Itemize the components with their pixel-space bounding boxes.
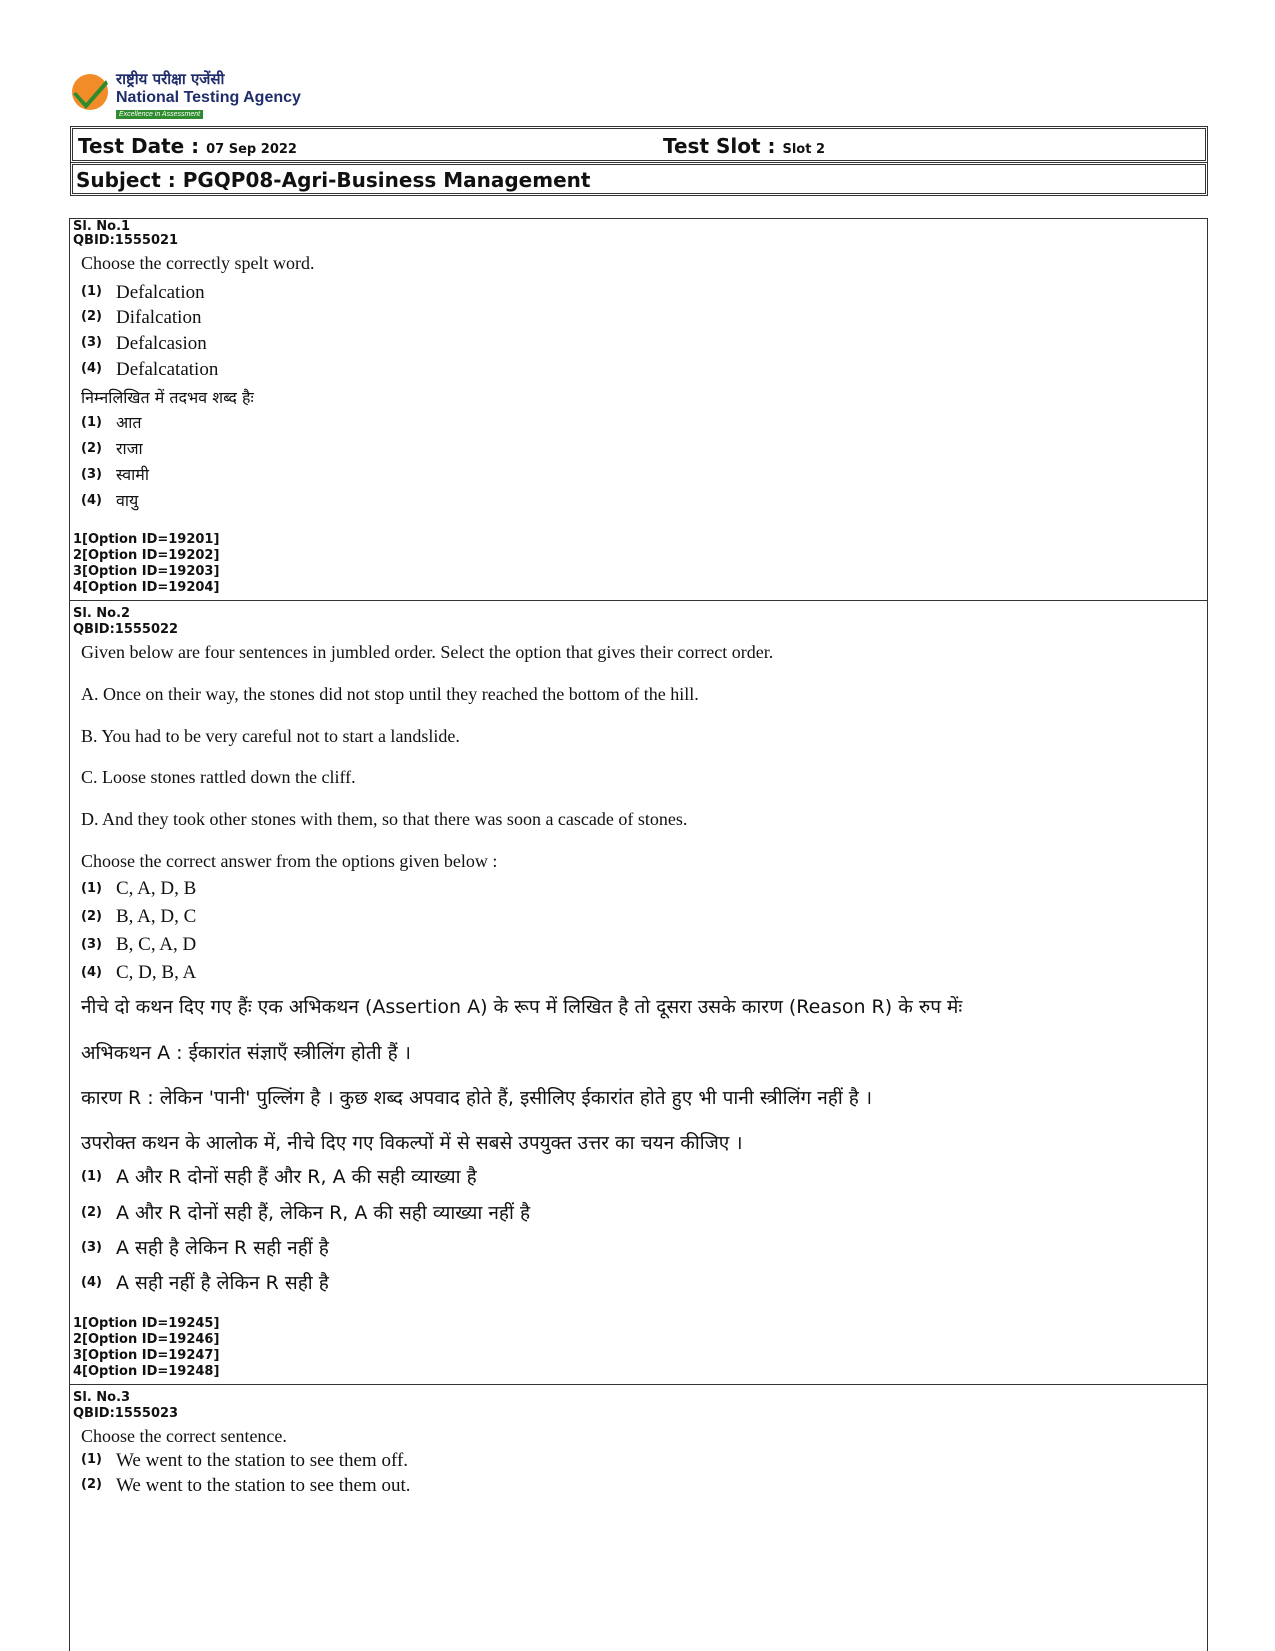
- option-number: (1): [81, 1452, 102, 1467]
- option-id: 4[Option ID=19248]: [73, 1364, 220, 1379]
- option-text: स्वामी: [116, 465, 149, 484]
- option-number: (2): [81, 909, 102, 924]
- logo-english-name: National Testing Agency: [116, 89, 301, 106]
- qbid: QBID:1555022: [73, 622, 179, 637]
- question-table: [69, 218, 1208, 1651]
- option-number: (1): [81, 415, 102, 430]
- answer-instruction: Choose the correct answer from the options given below :: [81, 851, 498, 871]
- option-id: 3[Option ID=19247]: [73, 1348, 220, 1363]
- option-id: 1[Option ID=19245]: [73, 1316, 220, 1331]
- option-text: Defalcation: [116, 282, 205, 303]
- hindi-instruction: उपरोक्त कथन के आलोक में, नीचे दिए गए विकल्पों में से सबसे उपयुक्त उत्तर का चयन कीजिए ।: [81, 1132, 743, 1154]
- nta-check-logo-icon: [70, 72, 110, 112]
- question-divider: [70, 1384, 1207, 1385]
- option-text: A सही है लेकिन R सही नहीं है: [116, 1237, 329, 1259]
- option-number: (1): [81, 881, 102, 896]
- test-date-box: [70, 126, 1208, 163]
- test-slot-label: Test Slot :: [663, 134, 776, 158]
- test-slot-value: Slot 2: [782, 142, 826, 157]
- option-id: 1[Option ID=19201]: [73, 532, 220, 547]
- option-text: A और R दोनों सही हैं, लेकिन R, A की सही व्याख्या नहीं है: [116, 1202, 531, 1224]
- option-text: We went to the station to see them out.: [116, 1475, 411, 1496]
- option-number: (4): [81, 965, 102, 980]
- test-date: [78, 134, 297, 158]
- question-text: Choose the correct sentence.: [81, 1426, 287, 1446]
- statement-c: C. Loose stones rattled down the cliff.: [81, 767, 356, 787]
- option-id: 3[Option ID=19203]: [73, 564, 220, 579]
- option-text: A सही नहीं है लेकिन R सही है: [116, 1272, 329, 1294]
- option-id: 2[Option ID=19202]: [73, 548, 220, 563]
- option-number: (2): [81, 441, 102, 456]
- option-text: Defalcasion: [116, 333, 207, 354]
- option-id: 4[Option ID=19204]: [73, 580, 220, 595]
- test-date-label: Test Date :: [78, 134, 200, 158]
- option-number: (2): [81, 309, 102, 324]
- option-number: (4): [81, 1275, 102, 1290]
- option-text: राजा: [116, 439, 143, 458]
- test-date-value: 07 Sep 2022: [206, 142, 297, 157]
- sl-no: Sl. No.1: [73, 219, 131, 234]
- option-text: आत: [116, 413, 142, 432]
- statement-a: A. Once on their way, the stones did not stop until they reached the bottom of the hill.: [81, 684, 699, 704]
- option-number: (4): [81, 493, 102, 508]
- statement-b: B. You had to be very careful not to start a landslide.: [81, 726, 460, 746]
- option-text: C, A, D, B: [116, 878, 197, 899]
- option-number: (3): [81, 937, 102, 952]
- subject-box: [70, 162, 1208, 196]
- option-text: वायु: [116, 491, 139, 510]
- option-text: Defalcatation: [116, 359, 219, 380]
- logo-hindi-name: राष्ट्रीय परीक्षा एजेंसी: [116, 70, 225, 88]
- question-text: Choose the correctly spelt word.: [81, 253, 315, 273]
- option-text: A और R दोनों सही हैं और R, A की सही व्याख्या है: [116, 1166, 477, 1188]
- option-text: B, C, A, D: [116, 934, 197, 955]
- subject-title: Subject : PGQP08-Agri-Business Management: [76, 168, 591, 192]
- option-id: 2[Option ID=19246]: [73, 1332, 220, 1347]
- option-number: (4): [81, 361, 102, 376]
- logo-tagline: Excellence in Assessment: [116, 110, 203, 119]
- hindi-reason: कारण R : लेकिन 'पानी' पुल्लिंग है । कुछ शब्द अपवाद होते हैं, इसीलिए ईकारांत होते हुए भी पानी स्त्रीलिंग नहीं है ।: [81, 1087, 873, 1109]
- sl-no: Sl. No.2: [73, 606, 131, 621]
- option-number: (3): [81, 1240, 102, 1255]
- option-text: We went to the station to see them off.: [116, 1450, 409, 1471]
- hindi-assertion: अभिकथन A : ईकारांत संज्ञाएँ स्त्रीलिंग होती हैं ।: [81, 1042, 411, 1064]
- option-number: (1): [81, 284, 102, 299]
- option-number: (2): [81, 1205, 102, 1220]
- sl-no: Sl. No.3: [73, 1390, 131, 1405]
- option-text: B, A, D, C: [116, 906, 197, 927]
- option-text: C, D, B, A: [116, 962, 197, 983]
- hindi-question-text: निम्नलिखित में तदभव शब्द हैः: [81, 388, 254, 407]
- question-divider: [70, 600, 1207, 601]
- question-text: Given below are four sentences in jumbled order. Select the option that gives their correct order.: [81, 642, 774, 662]
- option-number: (2): [81, 1477, 102, 1492]
- statement-d: D. And they took other stones with them, so that there was soon a cascade of stones.: [81, 809, 688, 829]
- option-number: (3): [81, 467, 102, 482]
- nta-logo: [70, 70, 330, 120]
- hindi-question-text: नीचे दो कथन दिए गए हैंः एक अभिकथन (Assertion A) के रूप में लिखित है तो दूसरा उसके कारण (Reason R) के रुप मेंः: [81, 996, 963, 1018]
- option-number: (3): [81, 335, 102, 350]
- qbid: QBID:1555021: [73, 233, 179, 248]
- test-slot: [663, 134, 825, 158]
- option-text: Difalcation: [116, 307, 202, 328]
- option-number: (1): [81, 1169, 102, 1184]
- qbid: QBID:1555023: [73, 1406, 179, 1421]
